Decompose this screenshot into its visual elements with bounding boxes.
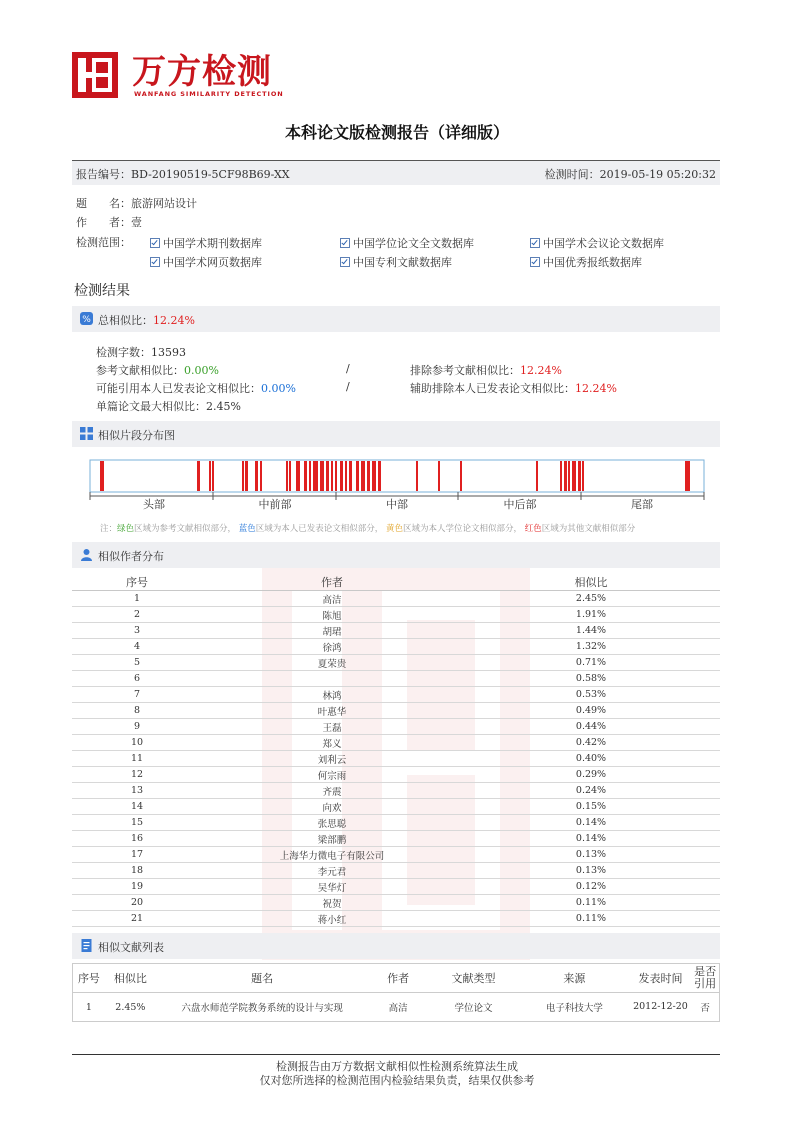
cell-index: 19 bbox=[72, 879, 202, 895]
similar-segment-mark bbox=[242, 461, 244, 491]
cell-similarity: 0.13% bbox=[462, 847, 720, 863]
cell-index: 12 bbox=[72, 767, 202, 783]
footer-divider bbox=[72, 1054, 720, 1055]
table-row bbox=[72, 799, 720, 815]
cell-similarity: 2.45% bbox=[462, 591, 720, 607]
similar-segment-mark bbox=[367, 461, 370, 491]
checkbox-checked-icon bbox=[340, 238, 350, 248]
title-value: 旅游网站设计 bbox=[131, 197, 197, 210]
cell-index: 21 bbox=[72, 911, 202, 927]
color-legend-note: 注：绿色区域为参考文献相似部分， 蓝色区域为本人已发表论文相似部分， 黄色区域为本人学位论文相似部分， 红色区域为其他文献相似部分 bbox=[100, 524, 636, 534]
separator: / bbox=[346, 362, 350, 375]
cell-index: 10 bbox=[72, 735, 202, 751]
table-row bbox=[72, 623, 720, 639]
cell-publish-date: 2012-12-20 bbox=[633, 1001, 688, 1012]
similar-segment-mark bbox=[578, 461, 581, 491]
similar-segment-mark bbox=[345, 461, 347, 491]
cell-index: 13 bbox=[72, 783, 202, 799]
similar-segment-mark bbox=[286, 461, 288, 491]
cell-similarity: 0.29% bbox=[462, 767, 720, 783]
section-label-back-middle: 中后部 bbox=[503, 498, 537, 511]
author-label: 作 者： bbox=[76, 216, 131, 229]
percent-icon bbox=[80, 312, 93, 325]
checkbox-checked-icon bbox=[150, 257, 160, 267]
distribution-title: 相似片段分布图 bbox=[98, 429, 175, 442]
cell-author: 陈旭 bbox=[202, 607, 462, 623]
similar-segment-mark bbox=[582, 461, 584, 491]
table-row bbox=[72, 639, 720, 655]
cell-source: 电子科技大学 bbox=[545, 1003, 603, 1014]
similar-segment-mark bbox=[100, 461, 104, 491]
total-similarity-band bbox=[72, 306, 720, 332]
cell-author: 张思聪 bbox=[202, 815, 462, 831]
cell-index: 9 bbox=[72, 719, 202, 735]
similar-segment-mark bbox=[197, 461, 200, 491]
similar-segment-mark bbox=[564, 461, 567, 491]
checkbox-checked-icon bbox=[530, 257, 540, 267]
documents-band bbox=[72, 933, 720, 959]
table-row bbox=[73, 993, 720, 1022]
cell-similarity: 0.49% bbox=[462, 703, 720, 719]
cell-index: 20 bbox=[72, 895, 202, 911]
self-similarity: 可能引用本人已发表论文相似比：0.00% bbox=[96, 382, 296, 395]
similar-segment-mark bbox=[460, 461, 462, 491]
cell-similarity: 0.53% bbox=[462, 687, 720, 703]
cell-similarity: 0.13% bbox=[462, 863, 720, 879]
scope-label: 检测范围： bbox=[76, 236, 131, 249]
ref-similarity: 参考文献相似比：0.00% bbox=[96, 364, 219, 377]
similar-segment-mark bbox=[255, 461, 258, 491]
cell-index: 6 bbox=[72, 671, 202, 687]
cell-author: 王磊 bbox=[202, 719, 462, 735]
scope-item: 中国学位论文全文数据库 bbox=[340, 235, 474, 251]
wanfang-logo-icon bbox=[72, 52, 118, 98]
documents-title: 相似文献列表 bbox=[98, 941, 164, 954]
cell-author bbox=[202, 671, 462, 687]
similar-segment-mark bbox=[326, 461, 329, 491]
cell-index: 5 bbox=[72, 655, 202, 671]
similar-segment-mark bbox=[260, 461, 262, 491]
paper-title-row bbox=[76, 195, 197, 211]
section-label-front-middle: 中前部 bbox=[258, 498, 292, 511]
cell-author: 梁部鹏 bbox=[202, 831, 462, 847]
col-header-similarity: 相似比 bbox=[105, 964, 156, 993]
cell-similarity: 0.40% bbox=[462, 751, 720, 767]
cell-author: 夏荣贵 bbox=[202, 655, 462, 671]
col-header-index: 序号 bbox=[73, 964, 105, 993]
max-single-similarity: 单篇论文最大相似比：2.45% bbox=[96, 400, 241, 413]
cell-index: 4 bbox=[72, 639, 202, 655]
cell-index: 8 bbox=[72, 703, 202, 719]
cell-author: 郑义 bbox=[202, 735, 462, 751]
cell-index: 17 bbox=[72, 847, 202, 863]
cell-author: 徐鸿 bbox=[202, 639, 462, 655]
similar-segment-mark bbox=[304, 461, 307, 491]
cell-index: 15 bbox=[72, 815, 202, 831]
similar-documents-table bbox=[72, 963, 720, 1022]
cell-similarity: 0.11% bbox=[462, 911, 720, 927]
cell-similarity: 1.44% bbox=[462, 623, 720, 639]
table-row bbox=[72, 895, 720, 911]
cell-similarity: 1.91% bbox=[462, 607, 720, 623]
checkbox-checked-icon bbox=[530, 238, 540, 248]
logo-subtitle: WANFANG SIMILARITY DETECTION bbox=[134, 90, 284, 98]
similar-segment-mark bbox=[335, 461, 337, 491]
similar-segment-mark bbox=[572, 461, 576, 491]
cell-doc-type: 学位论文 bbox=[454, 1003, 493, 1014]
cell-author: 蒋小红 bbox=[202, 911, 462, 927]
results-section-title: 检测结果 bbox=[74, 283, 130, 299]
table-row bbox=[72, 879, 720, 895]
cell-similarity: 0.24% bbox=[462, 783, 720, 799]
cell-similarity: 0.15% bbox=[462, 799, 720, 815]
similar-segment-mark bbox=[340, 461, 343, 491]
cell-index: 2 bbox=[72, 607, 202, 623]
cell-similarity: 0.71% bbox=[462, 655, 720, 671]
table-row bbox=[72, 831, 720, 847]
similar-segment-mark bbox=[356, 461, 359, 491]
excl-self-similarity: 辅助排除本人已发表论文相似比：12.24% bbox=[410, 382, 617, 395]
cell-similarity: 0.44% bbox=[462, 719, 720, 735]
col-header-author: 作者 bbox=[202, 574, 462, 591]
cell-index: 14 bbox=[72, 799, 202, 815]
footer-line-1: 检测报告由万方数据文献相似性检测系统算法生成 bbox=[276, 1060, 518, 1073]
col-header-similarity: 相似比 bbox=[462, 574, 720, 591]
cell-author: 何宗雨 bbox=[202, 767, 462, 783]
author-row bbox=[76, 214, 142, 230]
report-title: 本科论文版检测报告（详细版） bbox=[284, 123, 509, 142]
table-row bbox=[72, 687, 720, 703]
similar-segment-mark bbox=[372, 461, 376, 491]
authors-band bbox=[72, 542, 720, 568]
similar-segment-mark bbox=[331, 461, 333, 491]
distribution-frame bbox=[90, 460, 704, 492]
cell-similarity: 0.11% bbox=[462, 895, 720, 911]
cell-similarity: 1.32% bbox=[462, 639, 720, 655]
cell-author: 林鸿 bbox=[202, 687, 462, 703]
section-label-head: 头部 bbox=[143, 498, 165, 511]
cell-index: 7 bbox=[72, 687, 202, 703]
table-row bbox=[72, 671, 720, 687]
table-row bbox=[72, 767, 720, 783]
check-time: 检测时间：2019-05-19 05:20:32 bbox=[544, 168, 716, 181]
table-row bbox=[72, 591, 720, 607]
similar-segment-mark bbox=[309, 461, 311, 491]
author-value: 壹 bbox=[131, 216, 142, 229]
similar-segment-mark bbox=[245, 461, 248, 491]
similar-segment-mark bbox=[688, 461, 690, 491]
cell-author: 李元君 bbox=[202, 863, 462, 879]
table-row bbox=[72, 735, 720, 751]
table-row bbox=[72, 847, 720, 863]
person-icon bbox=[80, 548, 93, 561]
similar-segment-mark bbox=[560, 461, 562, 491]
similar-segment-mark bbox=[320, 461, 324, 491]
cell-author: 祝贺 bbox=[202, 895, 462, 911]
table-row bbox=[72, 703, 720, 719]
cell-similarity: 2.45% bbox=[115, 1001, 146, 1013]
cell-similarity: 0.58% bbox=[462, 671, 720, 687]
similar-segment-mark bbox=[361, 461, 365, 491]
scope-item: 中国优秀报纸数据库 bbox=[530, 254, 642, 270]
table-row bbox=[72, 607, 720, 623]
distribution-band bbox=[72, 421, 720, 447]
section-label-tail: 尾部 bbox=[631, 498, 653, 511]
cell-author: 胡珺 bbox=[202, 623, 462, 639]
similar-segment-mark bbox=[568, 461, 570, 491]
report-number: 报告编号：BD-20190519-5CF98B69-XX bbox=[76, 168, 290, 181]
cell-author: 齐震 bbox=[202, 783, 462, 799]
col-header-title: 题名 bbox=[156, 964, 368, 993]
cell-index: 18 bbox=[72, 863, 202, 879]
report-header-bar bbox=[72, 160, 720, 185]
similar-segment-mark bbox=[289, 461, 291, 491]
cell-index: 3 bbox=[72, 623, 202, 639]
col-header-index: 序号 bbox=[72, 574, 202, 591]
similar-segment-mark bbox=[438, 461, 440, 491]
scope-item: 中国学术网页数据库 bbox=[150, 254, 262, 270]
cell-author: 向欢 bbox=[202, 799, 462, 815]
cell-index: 16 bbox=[72, 831, 202, 847]
document-icon bbox=[80, 939, 93, 952]
excl-ref-similarity: 排除参考文献相似比：12.24% bbox=[410, 364, 562, 377]
cell-similarity: 0.14% bbox=[462, 815, 720, 831]
checkbox-checked-icon bbox=[340, 257, 350, 267]
col-header-author: 作者 bbox=[368, 964, 427, 993]
table-row bbox=[72, 655, 720, 671]
cell-index: 1 bbox=[72, 591, 202, 607]
scope-item: 中国学术期刊数据库 bbox=[150, 235, 262, 251]
col-header-doc-type: 文献类型 bbox=[428, 964, 519, 993]
table-row bbox=[72, 815, 720, 831]
cell-author: 吴华灯 bbox=[202, 879, 462, 895]
svg-text:%: % bbox=[82, 315, 91, 325]
footer-line-2: 仅对您所选择的检测范围内检验结果负责，结果仅供参考 bbox=[259, 1074, 535, 1087]
cell-author: 上海华力微电子有限公司 bbox=[202, 847, 462, 863]
cell-author: 叶惠华 bbox=[202, 703, 462, 719]
similar-segment-mark bbox=[296, 461, 300, 491]
logo-text: 万方检测 bbox=[132, 52, 272, 92]
similar-segment-mark bbox=[416, 461, 418, 491]
table-row bbox=[72, 719, 720, 735]
section-label-middle: 中部 bbox=[386, 498, 408, 511]
table-row bbox=[72, 783, 720, 799]
title-label: 题 名： bbox=[76, 197, 131, 210]
cell-index: 11 bbox=[72, 751, 202, 767]
cell-author: 高洁 bbox=[202, 591, 462, 607]
checkbox-checked-icon bbox=[150, 238, 160, 248]
authors-title: 相似作者分布 bbox=[98, 550, 164, 563]
word-count: 检测字数：13593 bbox=[96, 346, 186, 359]
cell-similarity: 0.14% bbox=[462, 831, 720, 847]
similar-authors-table bbox=[72, 574, 720, 927]
similar-segment-mark bbox=[313, 461, 318, 491]
table-row bbox=[72, 751, 720, 767]
separator: / bbox=[346, 380, 350, 393]
similar-segment-mark bbox=[536, 461, 538, 491]
similar-segment-mark bbox=[209, 461, 211, 491]
cell-index: 1 bbox=[85, 1001, 92, 1013]
col-header-publish-date: 发表时间 bbox=[630, 964, 692, 993]
scope-item: 中国学术会议论文数据库 bbox=[530, 235, 664, 251]
similar-segment-mark bbox=[378, 461, 381, 491]
col-header-cited: 是否引用 bbox=[691, 964, 719, 993]
similar-segment-mark bbox=[349, 461, 352, 491]
grid-icon bbox=[80, 427, 93, 440]
cell-author: 高洁 bbox=[388, 1003, 408, 1014]
similar-segment-mark bbox=[212, 461, 214, 491]
total-similarity: 总相似比：12.24% bbox=[98, 314, 195, 327]
cell-title: 六盘水师范学院教务系统的设计与实现 bbox=[181, 1003, 343, 1014]
cell-similarity: 0.12% bbox=[462, 879, 720, 895]
table-row bbox=[72, 911, 720, 927]
scope-item: 中国专利文献数据库 bbox=[340, 254, 452, 270]
cell-cited: 否 bbox=[700, 1003, 710, 1014]
col-header-source: 来源 bbox=[519, 964, 629, 993]
table-row bbox=[72, 863, 720, 879]
cell-author: 刘利云 bbox=[202, 751, 462, 767]
cell-similarity: 0.42% bbox=[462, 735, 720, 751]
